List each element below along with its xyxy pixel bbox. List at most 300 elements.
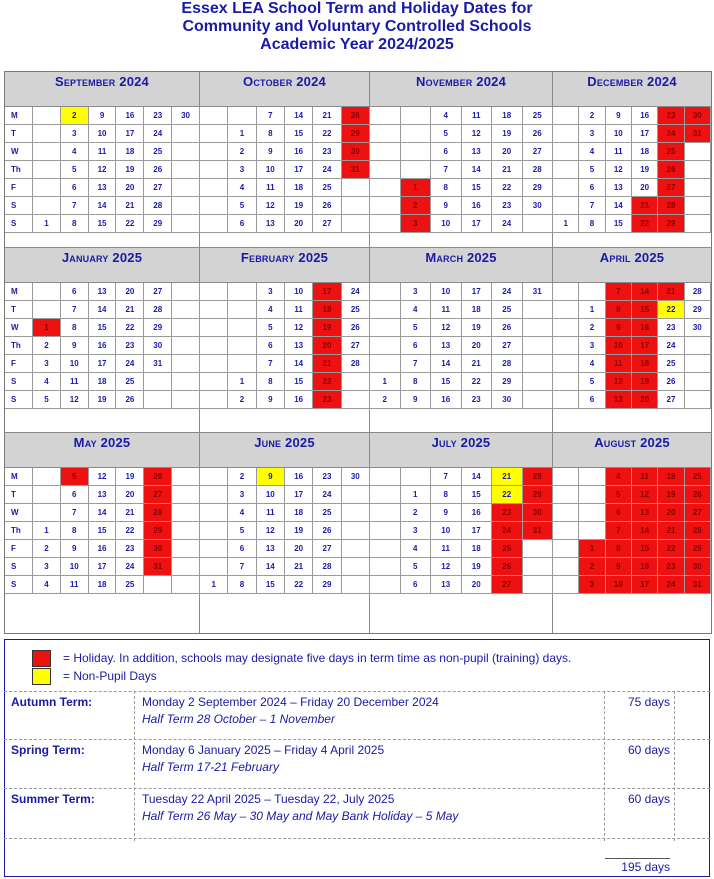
day-cell	[228, 337, 256, 355]
day-cell: 19	[462, 558, 493, 576]
day-cell: 18	[492, 107, 523, 125]
day-cell: 24	[492, 283, 523, 301]
day-cell: 23	[462, 391, 493, 409]
day-cell: 25	[523, 107, 554, 125]
term-half-term: Half Term 26 May – 30 May and May Bank Holiday – 5 May	[142, 809, 459, 823]
day-cell	[200, 504, 228, 522]
day-cell	[172, 373, 200, 391]
day-cell: 2	[579, 558, 605, 576]
day-cell: 4	[401, 540, 432, 558]
day-cell: 7	[61, 301, 89, 319]
day-cell: 20	[462, 337, 493, 355]
term-days: 75 days	[627, 695, 670, 709]
day-cell: 12	[431, 558, 462, 576]
day-cell	[401, 468, 432, 486]
day-cell: 26	[492, 558, 523, 576]
day-cell: 7	[257, 107, 285, 125]
day-cell: 30	[172, 107, 200, 125]
day-cell: 17	[632, 125, 658, 143]
day-cell: 3	[33, 558, 61, 576]
day-cell	[200, 558, 228, 576]
day-cell: 20	[285, 540, 313, 558]
day-cell: 15	[89, 215, 117, 233]
day-cell	[200, 373, 228, 391]
day-cell: 4	[606, 468, 632, 486]
day-cell: 4	[257, 301, 285, 319]
day-cell: 5	[257, 319, 285, 337]
day-cell	[401, 125, 432, 143]
day-cell: 8	[61, 319, 89, 337]
day-cell: 3	[579, 337, 605, 355]
day-cell: 29	[342, 125, 370, 143]
day-cell: 12	[431, 319, 462, 337]
day-cell	[200, 468, 228, 486]
day-cell: 24	[492, 215, 523, 233]
day-cell: 13	[257, 540, 285, 558]
day-cell: 1	[228, 373, 256, 391]
day-cell: 16	[632, 319, 658, 337]
day-cell	[523, 337, 554, 355]
day-cell	[401, 107, 432, 125]
day-cell	[33, 143, 61, 161]
day-cell: 6	[228, 215, 256, 233]
day-cell	[144, 373, 172, 391]
day-cell	[553, 504, 579, 522]
day-cell	[172, 337, 200, 355]
weekday-label: F	[5, 540, 33, 558]
day-cell: 3	[61, 125, 89, 143]
day-cell: 15	[632, 301, 658, 319]
day-cell: 2	[401, 197, 432, 215]
day-cell: 6	[61, 486, 89, 504]
day-cell: 5	[61, 161, 89, 179]
day-cell	[370, 558, 401, 576]
day-cell: 13	[462, 143, 493, 161]
day-cell: 19	[462, 319, 493, 337]
day-cell: 15	[462, 179, 493, 197]
day-cell: 25	[313, 179, 341, 197]
day-cell: 18	[632, 143, 658, 161]
day-cell	[523, 540, 554, 558]
day-cell: 19	[658, 486, 684, 504]
day-cell: 10	[606, 337, 632, 355]
day-cell	[342, 197, 370, 215]
weekday-label: T	[5, 301, 33, 319]
day-cell: 21	[492, 161, 523, 179]
day-cell	[370, 197, 401, 215]
day-cell	[370, 107, 401, 125]
day-cell: 27	[685, 504, 711, 522]
day-cell: 27	[144, 486, 172, 504]
day-cell: 22	[492, 486, 523, 504]
day-cell	[553, 107, 579, 125]
day-cell: 6	[401, 576, 432, 594]
day-cell: 5	[579, 161, 605, 179]
day-cell	[553, 468, 579, 486]
day-cell	[33, 197, 61, 215]
day-cell: 12	[257, 197, 285, 215]
day-cell: 9	[431, 197, 462, 215]
day-cell: 31	[342, 161, 370, 179]
day-cell: 12	[462, 125, 493, 143]
day-cell	[553, 576, 579, 594]
day-cell	[200, 301, 228, 319]
day-cell	[579, 283, 605, 301]
day-cell: 11	[606, 143, 632, 161]
day-cell: 8	[606, 301, 632, 319]
day-cell: 2	[579, 319, 605, 337]
day-cell: 4	[33, 576, 61, 594]
day-cell	[342, 504, 370, 522]
day-cell: 7	[228, 558, 256, 576]
day-cell: 4	[228, 504, 256, 522]
day-cell: 4	[401, 301, 432, 319]
month-title: September 2024	[5, 72, 199, 107]
day-cell	[228, 283, 256, 301]
day-cell: 8	[257, 373, 285, 391]
day-cell	[370, 576, 401, 594]
day-cell: 5	[228, 522, 256, 540]
day-cell: 3	[401, 522, 432, 540]
day-cell: 19	[285, 197, 313, 215]
month-title: June 2025	[200, 433, 369, 468]
day-cell: 26	[144, 161, 172, 179]
day-cell	[172, 540, 200, 558]
day-cell: 2	[33, 337, 61, 355]
day-cell	[553, 540, 579, 558]
day-cell: 20	[285, 215, 313, 233]
day-cell: 5	[431, 125, 462, 143]
day-cell	[200, 319, 228, 337]
day-cell: 8	[257, 125, 285, 143]
day-cell: 20	[313, 337, 341, 355]
weekday-label: Th	[5, 522, 33, 540]
day-cell: 14	[462, 161, 493, 179]
day-cell: 24	[342, 283, 370, 301]
day-cell	[33, 468, 61, 486]
day-cell	[553, 558, 579, 576]
weekday-label: Th	[5, 337, 33, 355]
day-cell: 15	[285, 373, 313, 391]
day-cell: 14	[431, 355, 462, 373]
title-line-1: Essex LEA School Term and Holiday Dates for	[181, 0, 533, 17]
day-cell: 5	[579, 373, 605, 391]
day-cell: 4	[579, 355, 605, 373]
day-cell: 1	[401, 486, 432, 504]
day-cell	[172, 504, 200, 522]
day-cell: 21	[632, 197, 658, 215]
day-cell: 27	[313, 540, 341, 558]
day-cell	[200, 355, 228, 373]
day-cell: 30	[144, 540, 172, 558]
month-march-2025	[370, 248, 553, 433]
day-cell	[342, 179, 370, 197]
day-cell	[172, 179, 200, 197]
day-cell: 5	[61, 468, 89, 486]
day-cell: 26	[116, 391, 144, 409]
day-cell: 20	[462, 576, 493, 594]
calendar-grid	[4, 71, 712, 634]
day-cell: 19	[285, 522, 313, 540]
day-cell: 4	[61, 143, 89, 161]
day-cell	[172, 283, 200, 301]
day-cell: 1	[33, 522, 61, 540]
day-cell: 19	[313, 319, 341, 337]
day-cell: 11	[257, 179, 285, 197]
day-cell	[200, 125, 228, 143]
day-cell: 15	[462, 486, 493, 504]
day-cell	[523, 373, 554, 391]
day-cell	[172, 143, 200, 161]
day-cell	[370, 504, 401, 522]
day-cell	[228, 301, 256, 319]
day-cell: 14	[285, 107, 313, 125]
month-title: January 2025	[5, 248, 199, 283]
day-cell: 22	[285, 576, 313, 594]
weekday-label: M	[5, 468, 33, 486]
month-title: March 2025	[370, 248, 552, 283]
day-cell: 15	[632, 540, 658, 558]
term-days: 60 days	[627, 792, 670, 806]
day-cell	[523, 391, 554, 409]
weekday-label: T	[5, 125, 33, 143]
month-title: December 2024	[553, 72, 711, 107]
day-cell	[553, 337, 579, 355]
day-cell: 10	[431, 283, 462, 301]
day-cell: 23	[492, 197, 523, 215]
day-cell: 17	[285, 486, 313, 504]
day-cell: 1	[228, 125, 256, 143]
month-december-2024	[553, 72, 711, 248]
day-cell: 26	[658, 161, 684, 179]
non-pupil-legend-text: = Non-Pupil Days	[63, 669, 157, 683]
day-cell: 28	[685, 522, 711, 540]
day-cell: 8	[431, 179, 462, 197]
day-cell: 8	[61, 215, 89, 233]
month-title: November 2024	[370, 72, 552, 107]
day-cell: 16	[89, 337, 117, 355]
day-cell	[553, 355, 579, 373]
day-cell	[200, 143, 228, 161]
day-cell: 7	[579, 197, 605, 215]
day-cell: 14	[632, 522, 658, 540]
day-cell: 3	[579, 576, 605, 594]
day-cell: 11	[606, 355, 632, 373]
day-cell: 30	[685, 107, 711, 125]
day-cell: 25	[116, 373, 144, 391]
month-august-2025	[553, 433, 711, 633]
day-cell: 25	[116, 576, 144, 594]
day-cell: 22	[462, 373, 493, 391]
term-row-total	[4, 838, 710, 874]
day-cell: 16	[116, 107, 144, 125]
day-cell	[370, 486, 401, 504]
day-cell: 29	[523, 179, 554, 197]
day-cell: 1	[200, 576, 228, 594]
day-cell	[342, 373, 370, 391]
day-cell: 3	[228, 486, 256, 504]
day-cell: 27	[492, 337, 523, 355]
day-cell: 20	[658, 504, 684, 522]
day-cell: 19	[116, 161, 144, 179]
day-cell	[228, 107, 256, 125]
term-name: Spring Term:	[11, 743, 85, 757]
term-dates: Monday 6 January 2025 – Friday 4 April 2025	[142, 743, 385, 757]
month-february-2025	[200, 248, 370, 433]
day-cell: 28	[685, 283, 711, 301]
month-june-2025	[200, 433, 370, 633]
day-cell	[342, 215, 370, 233]
day-cell: 16	[632, 107, 658, 125]
day-cell: 28	[658, 197, 684, 215]
day-cell: 13	[431, 337, 462, 355]
day-cell	[200, 522, 228, 540]
day-cell	[200, 179, 228, 197]
day-cell	[370, 179, 401, 197]
term-row-spring	[4, 739, 710, 774]
day-cell: 9	[606, 558, 632, 576]
day-cell	[685, 143, 711, 161]
day-cell: 6	[401, 337, 432, 355]
day-cell: 17	[462, 215, 493, 233]
day-cell	[685, 355, 711, 373]
day-cell: 24	[116, 558, 144, 576]
day-cell	[523, 301, 554, 319]
day-cell	[172, 197, 200, 215]
weekday-label: T	[5, 486, 33, 504]
day-cell	[172, 161, 200, 179]
day-cell: 28	[313, 558, 341, 576]
day-cell	[33, 486, 61, 504]
day-cell: 6	[606, 504, 632, 522]
day-cell	[579, 522, 605, 540]
day-cell: 24	[658, 125, 684, 143]
day-cell: 12	[606, 161, 632, 179]
day-cell: 12	[89, 161, 117, 179]
day-cell	[144, 576, 172, 594]
day-cell: 12	[632, 486, 658, 504]
day-cell: 1	[370, 373, 401, 391]
term-row-summer	[4, 788, 710, 823]
day-cell: 11	[89, 143, 117, 161]
day-cell: 5	[401, 319, 432, 337]
day-cell: 12	[89, 468, 117, 486]
month-april-2025	[553, 248, 711, 433]
day-cell	[200, 540, 228, 558]
day-cell: 20	[116, 283, 144, 301]
weekday-label: Th	[5, 161, 33, 179]
day-cell: 5	[228, 197, 256, 215]
day-cell: 19	[89, 391, 117, 409]
day-cell: 6	[257, 337, 285, 355]
day-cell: 18	[116, 143, 144, 161]
day-cell: 28	[144, 197, 172, 215]
day-cell: 17	[632, 576, 658, 594]
day-cell: 27	[313, 215, 341, 233]
day-cell: 25	[492, 301, 523, 319]
day-cell: 6	[579, 391, 605, 409]
day-cell: 13	[431, 576, 462, 594]
day-cell	[342, 522, 370, 540]
day-cell	[401, 143, 432, 161]
day-cell	[401, 161, 432, 179]
day-cell: 22	[313, 373, 341, 391]
day-cell: 12	[606, 373, 632, 391]
day-cell: 16	[431, 391, 462, 409]
day-cell: 2	[579, 107, 605, 125]
day-cell	[553, 373, 579, 391]
day-cell: 25	[492, 540, 523, 558]
day-cell: 14	[89, 301, 117, 319]
day-cell: 31	[685, 576, 711, 594]
day-cell	[523, 576, 554, 594]
day-cell: 19	[632, 161, 658, 179]
day-cell: 8	[606, 540, 632, 558]
day-cell: 8	[401, 373, 432, 391]
day-cell: 4	[33, 373, 61, 391]
day-cell: 27	[658, 179, 684, 197]
day-cell: 17	[116, 125, 144, 143]
day-cell: 16	[285, 391, 313, 409]
day-cell: 16	[462, 504, 493, 522]
day-cell: 12	[61, 391, 89, 409]
day-cell	[33, 301, 61, 319]
day-cell: 11	[257, 504, 285, 522]
day-cell: 29	[523, 486, 554, 504]
day-cell: 22	[116, 319, 144, 337]
day-cell: 1	[579, 301, 605, 319]
day-cell: 17	[462, 522, 493, 540]
day-cell	[172, 319, 200, 337]
day-cell	[370, 522, 401, 540]
day-cell: 15	[257, 576, 285, 594]
day-cell: 14	[606, 197, 632, 215]
day-cell	[553, 486, 579, 504]
day-cell: 22	[116, 522, 144, 540]
day-cell	[342, 576, 370, 594]
day-cell	[685, 161, 711, 179]
day-cell: 4	[431, 107, 462, 125]
day-cell	[553, 161, 579, 179]
day-cell	[685, 179, 711, 197]
day-cell: 23	[313, 391, 341, 409]
day-cell: 10	[257, 486, 285, 504]
non-pupil-swatch	[32, 668, 51, 685]
weekday-label: S	[5, 391, 33, 409]
day-cell: 18	[632, 355, 658, 373]
month-title: October 2024	[200, 72, 369, 107]
day-cell: 10	[606, 576, 632, 594]
term-half-term: Half Term 17-21 February	[142, 760, 279, 774]
day-cell: 18	[89, 373, 117, 391]
day-cell	[523, 558, 554, 576]
day-cell: 17	[462, 283, 493, 301]
term-half-term: Half Term 28 October – 1 November	[142, 712, 335, 726]
weekday-label: F	[5, 179, 33, 197]
day-cell	[33, 107, 61, 125]
day-cell: 28	[492, 355, 523, 373]
day-cell: 23	[313, 143, 341, 161]
day-cell: 27	[144, 283, 172, 301]
day-cell: 15	[285, 125, 313, 143]
day-cell: 30	[523, 197, 554, 215]
day-cell: 24	[144, 125, 172, 143]
day-cell	[228, 355, 256, 373]
day-cell: 5	[606, 486, 632, 504]
day-cell: 7	[61, 197, 89, 215]
day-cell: 14	[257, 558, 285, 576]
day-cell	[685, 391, 711, 409]
